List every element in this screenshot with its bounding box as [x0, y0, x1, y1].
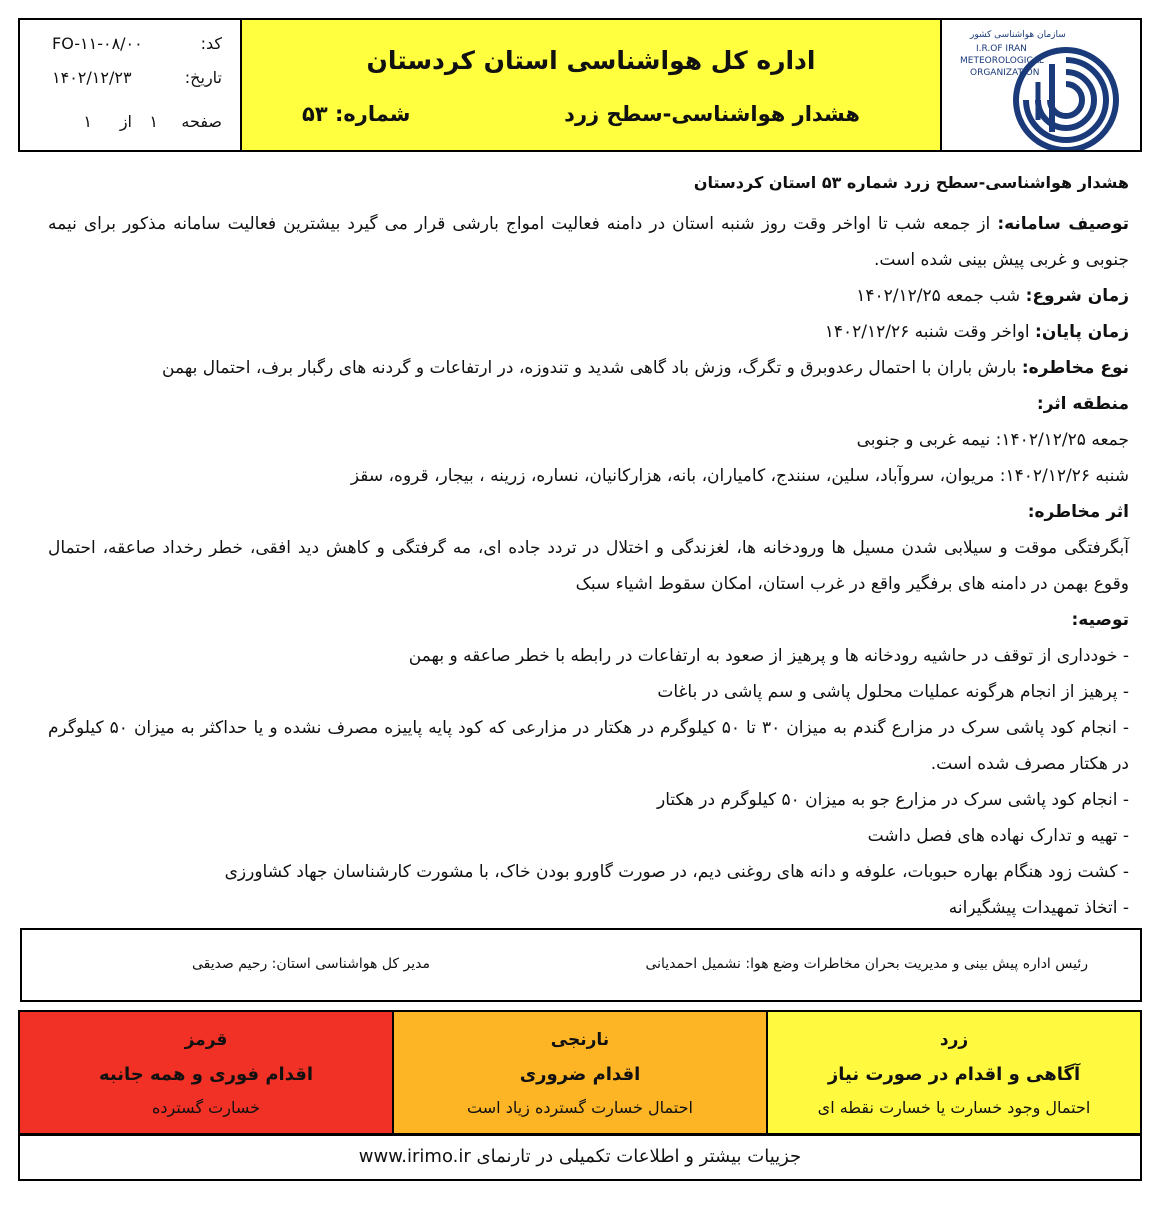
code-value: FO-۱۱-۰۸/۰۰: [52, 34, 143, 53]
date-row: [20, 68, 240, 92]
advice-item: - پرهیز از انجام هرگونه عملیات محلول پاشی و سم پاشی در باغات: [657, 682, 1129, 702]
advice-label: توصیه:: [1071, 610, 1129, 630]
logo-text-fa: سازمان هواشناسی کشور: [970, 30, 1066, 40]
advice-item: - اتخاذ تمهیدات پیشگیرانه: [948, 898, 1129, 918]
level-orange-action: اقدام ضروری: [519, 1064, 641, 1085]
page-title: اداره کل هواشناسی استان کردستان: [366, 46, 816, 75]
area-label: منطقه اثر:: [1036, 394, 1129, 414]
hazard-type: [48, 350, 1129, 386]
advice-item: - خودداری از توقف در حاشیه رودخانه ها و پرهیز از صعود به ارتفاعات در رابطه با خطر صاعقه و بهمن: [408, 646, 1129, 666]
level-red-name: قرمز: [184, 1030, 228, 1050]
level-yellow-name: زرد: [939, 1030, 969, 1050]
advice-item: - کشت زود هنگام بهاره حبوبات، علوفه و دانه های روغنی دیم، در صورت گاورو بودن خاک، با مشورت کارشناسان جهاد کشاورزی: [224, 862, 1129, 882]
effect-text: آبگرفتگی موقت و سیلابی شدن مسیل ها ورودخانه ها، لغزندگی و اختلال در تردد جاده ای، مه گرفتگی و کاهش دید افقی، خطر رخداد صاعقه، احتمال وقوع بهمن در دامنه های برفگیر واقع در غرب استان، امکان سقوط اشیاء سبک: [48, 538, 1129, 594]
code-row: [20, 34, 240, 58]
title-block: [242, 20, 942, 150]
level-yellow: [766, 1012, 1140, 1134]
logo-text-en2: METEOROLOGICAL: [960, 56, 1044, 66]
logo-text-en1: I.R.OF IRAN: [976, 44, 1027, 54]
warning-number: شماره: ۵۳: [302, 102, 411, 126]
area-line-friday: جمعه ۱۴۰۲/۱۲/۲۵: نیمه غربی و جنوبی: [856, 430, 1129, 450]
start-label: زمان شروع:: [1025, 286, 1129, 306]
level-red: [20, 1012, 392, 1134]
forecast-head-signature: رئیس اداره پیش بینی و مدیریت بحران مخاطرات وضع هوا: نشمیل احمدیانی: [645, 956, 1088, 972]
level-yellow-action: آگاهی و اقدام در صورت نیاز: [827, 1064, 1081, 1085]
date-value: ۱۴۰۲/۱۲/۲۳: [52, 68, 132, 87]
start-text: شب جمعه ۱۴۰۲/۱۲/۲۵: [856, 286, 1021, 306]
advice-item: - تهیه و تدارک نهاده های فصل داشت: [867, 826, 1129, 846]
hazard-text: بارش باران با احتمال رعدوبرق و تگرگ، وزش باد گاهی شدید و تندوزه، در ارتفاعات و گردنه های رگبار برف، احتمال بهمن: [162, 358, 1017, 378]
level-orange-name: نارنجی: [550, 1030, 610, 1050]
logo-block: [942, 20, 1140, 150]
area-line-saturday: شنبه ۱۴۰۲/۱۲/۲۶: مریوان، سروآباد، سلین، سنندج، کامیاران، بانه، هزارکانیان، نساره، زرینه ، بیجار، قروه، سقز: [350, 466, 1129, 486]
effect-label: اثر مخاطره:: [1027, 502, 1129, 522]
page-of-label: از: [119, 112, 132, 131]
warning-headline: هشدار هواشناسی-سطح زرد شماره ۵۳ استان کردستان: [693, 173, 1129, 192]
director-signature: مدیر کل هواشناسی استان: رحیم صدیقی: [191, 956, 430, 972]
logo-text-en3: ORGANIZATION: [970, 68, 1040, 78]
system-description: [48, 206, 1129, 278]
document-header: [18, 18, 1142, 152]
level-yellow-desc: احتمال وجود خسارت یا خسارت نقطه ای: [817, 1098, 1091, 1117]
end-time: [48, 314, 1129, 350]
level-red-desc: خسارت گسترده: [152, 1098, 260, 1117]
code-label: کد:: [200, 34, 222, 53]
page-label: صفحه: [181, 112, 222, 131]
advice-item: - انجام کود پاشی سرک در مزارع جو به میزان ۵۰ کیلوگرم در هکتار: [657, 790, 1129, 810]
end-text: اواخر وقت شنبه ۱۴۰۲/۱۲/۲۶: [824, 322, 1030, 342]
warning-level-title: هشدار هواشناسی-سطح زرد: [564, 102, 860, 126]
page-number: ۱: [149, 112, 158, 131]
level-orange-desc: احتمال خسارت گسترده زیاد است: [467, 1098, 693, 1117]
system-text: از جمعه شب تا اواخر وقت روز شنبه استان در دامنه فعالیت امواج بارشی قرار می گیرد بیشترین فعالیت سامانه مذکور برای نیمه جنوبی و غربی پیش بینی شده است.: [48, 214, 1129, 270]
start-time: [48, 278, 1129, 314]
warning-levels-legend: [18, 1010, 1142, 1136]
warning-body: [48, 160, 1129, 926]
level-red-action: اقدام فوری و همه جانبه: [98, 1064, 314, 1085]
level-orange: [392, 1012, 766, 1134]
page-total: ۱: [83, 112, 92, 131]
advice-item: - انجام کود پاشی سرک در مزارع گندم به میزان ۳۰ تا ۵۰ کیلوگرم در هکتار در مزارعی که کود پایه پاییزه مصرف نشده و یا حداکثر به میزان ۵۰ کیلوگرم در هکتار مصرف شده است.: [48, 718, 1129, 774]
document-meta: [20, 20, 242, 150]
system-label: توصیف سامانه:: [997, 214, 1129, 234]
signature-box: [20, 928, 1142, 1002]
end-label: زمان پایان:: [1035, 322, 1129, 342]
date-label: تاریخ:: [184, 68, 222, 87]
hazard-label: نوع مخاطره:: [1021, 358, 1129, 378]
footer-website-note[interactable]: جزییات بیشتر و اطلاعات تکمیلی در تارنمای www.irimo.ir: [18, 1133, 1142, 1181]
